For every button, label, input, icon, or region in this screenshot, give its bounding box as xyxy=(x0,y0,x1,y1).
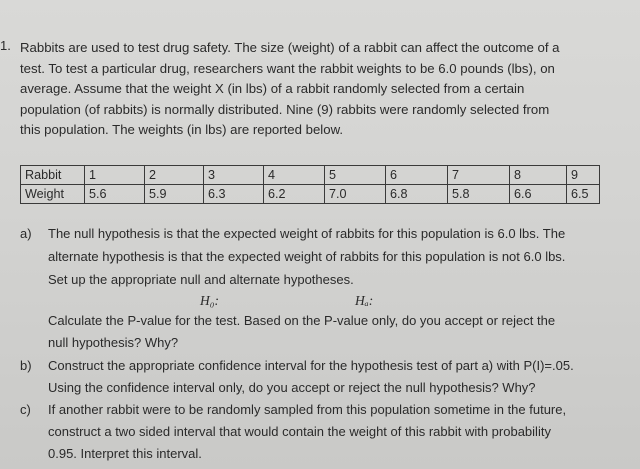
part-b-label: b) xyxy=(20,358,32,373)
table-cell: 6.5 xyxy=(567,185,600,204)
part-b-line: Construct the appropriate confidence interval for the hypothesis test of part a) with P(I)=.05. xyxy=(48,358,574,373)
intro-line: population (of rabbits) is normally distributed. Nine (9) rabbits were randomly selected from xyxy=(20,101,550,117)
null-hypothesis-label: H₀: xyxy=(200,293,219,308)
table-row-rabbit xyxy=(21,166,600,185)
intro-line: average. Assume that the weight X (in lbs) of a rabbit randomly selected from a certain xyxy=(20,81,525,96)
row-header-weight: Weight xyxy=(21,185,85,204)
table-cell: 6.6 xyxy=(510,185,567,204)
part-c-line: If another rabbit were to be randomly sampled from this population sometime in the future, xyxy=(48,402,567,417)
part-a-label: a) xyxy=(20,226,32,241)
table-cell: 7 xyxy=(448,166,510,185)
part-b-line: Using the confidence interval only, do you accept or reject the null hypothesis? Why? xyxy=(48,380,536,395)
table-cell: 5.9 xyxy=(145,185,204,204)
table-cell: 5 xyxy=(325,166,386,185)
table-row-weight xyxy=(21,185,600,204)
part-a-line: Calculate the P-value for the test. Based on the P-value only, do you accept or reject the xyxy=(48,313,556,328)
table-cell: 6.3 xyxy=(204,185,264,204)
part-a-line: null hypothesis? Why? xyxy=(48,335,179,350)
table-cell: 3 xyxy=(204,166,264,185)
row-header-rabbit: Rabbit xyxy=(21,166,85,185)
question-intro xyxy=(20,38,610,141)
rabbit-weight-table xyxy=(20,165,600,204)
table-cell: 4 xyxy=(264,166,325,185)
intro-line: test. To test a particular drug, researchers want the rabbit weights to be 6.0 pounds (lbs), on xyxy=(20,60,555,76)
part-a-line: Set up the appropriate null and alternate hypotheses. xyxy=(48,272,354,287)
part-c-line: 0.95. Interpret this interval. xyxy=(48,446,202,461)
intro-line: this population. The weights (in lbs) are reported below. xyxy=(20,122,344,137)
part-a-line: alternate hypothesis is that the expected weight of rabbits for this population is not 6.0 lbs. xyxy=(48,249,566,264)
table-cell: 8 xyxy=(510,166,567,185)
table-cell: 5.6 xyxy=(85,185,145,204)
table-cell: 2 xyxy=(145,166,204,185)
table-cell: 9 xyxy=(567,166,600,185)
part-a-line: The null hypothesis is that the expected weight of rabbits for this population is 6.0 lbs. The xyxy=(48,226,566,241)
table-cell: 6.2 xyxy=(264,185,325,204)
table-cell: 1 xyxy=(85,166,145,185)
alternate-hypothesis-label: Hₐ: xyxy=(355,293,374,308)
table-cell: 7.0 xyxy=(325,185,386,204)
table-cell: 6 xyxy=(386,166,448,185)
intro-line: Rabbits are used to test drug safety. The size (weight) of a rabbit can affect the outcome of a xyxy=(20,40,560,55)
part-c-line: construct a two sided interval that would contain the weight of this rabbit with probability xyxy=(48,424,551,439)
question-number: 1. xyxy=(0,38,11,53)
part-c-label: c) xyxy=(20,402,31,417)
table-cell: 6.8 xyxy=(386,185,448,204)
table-cell: 5.8 xyxy=(448,185,510,204)
